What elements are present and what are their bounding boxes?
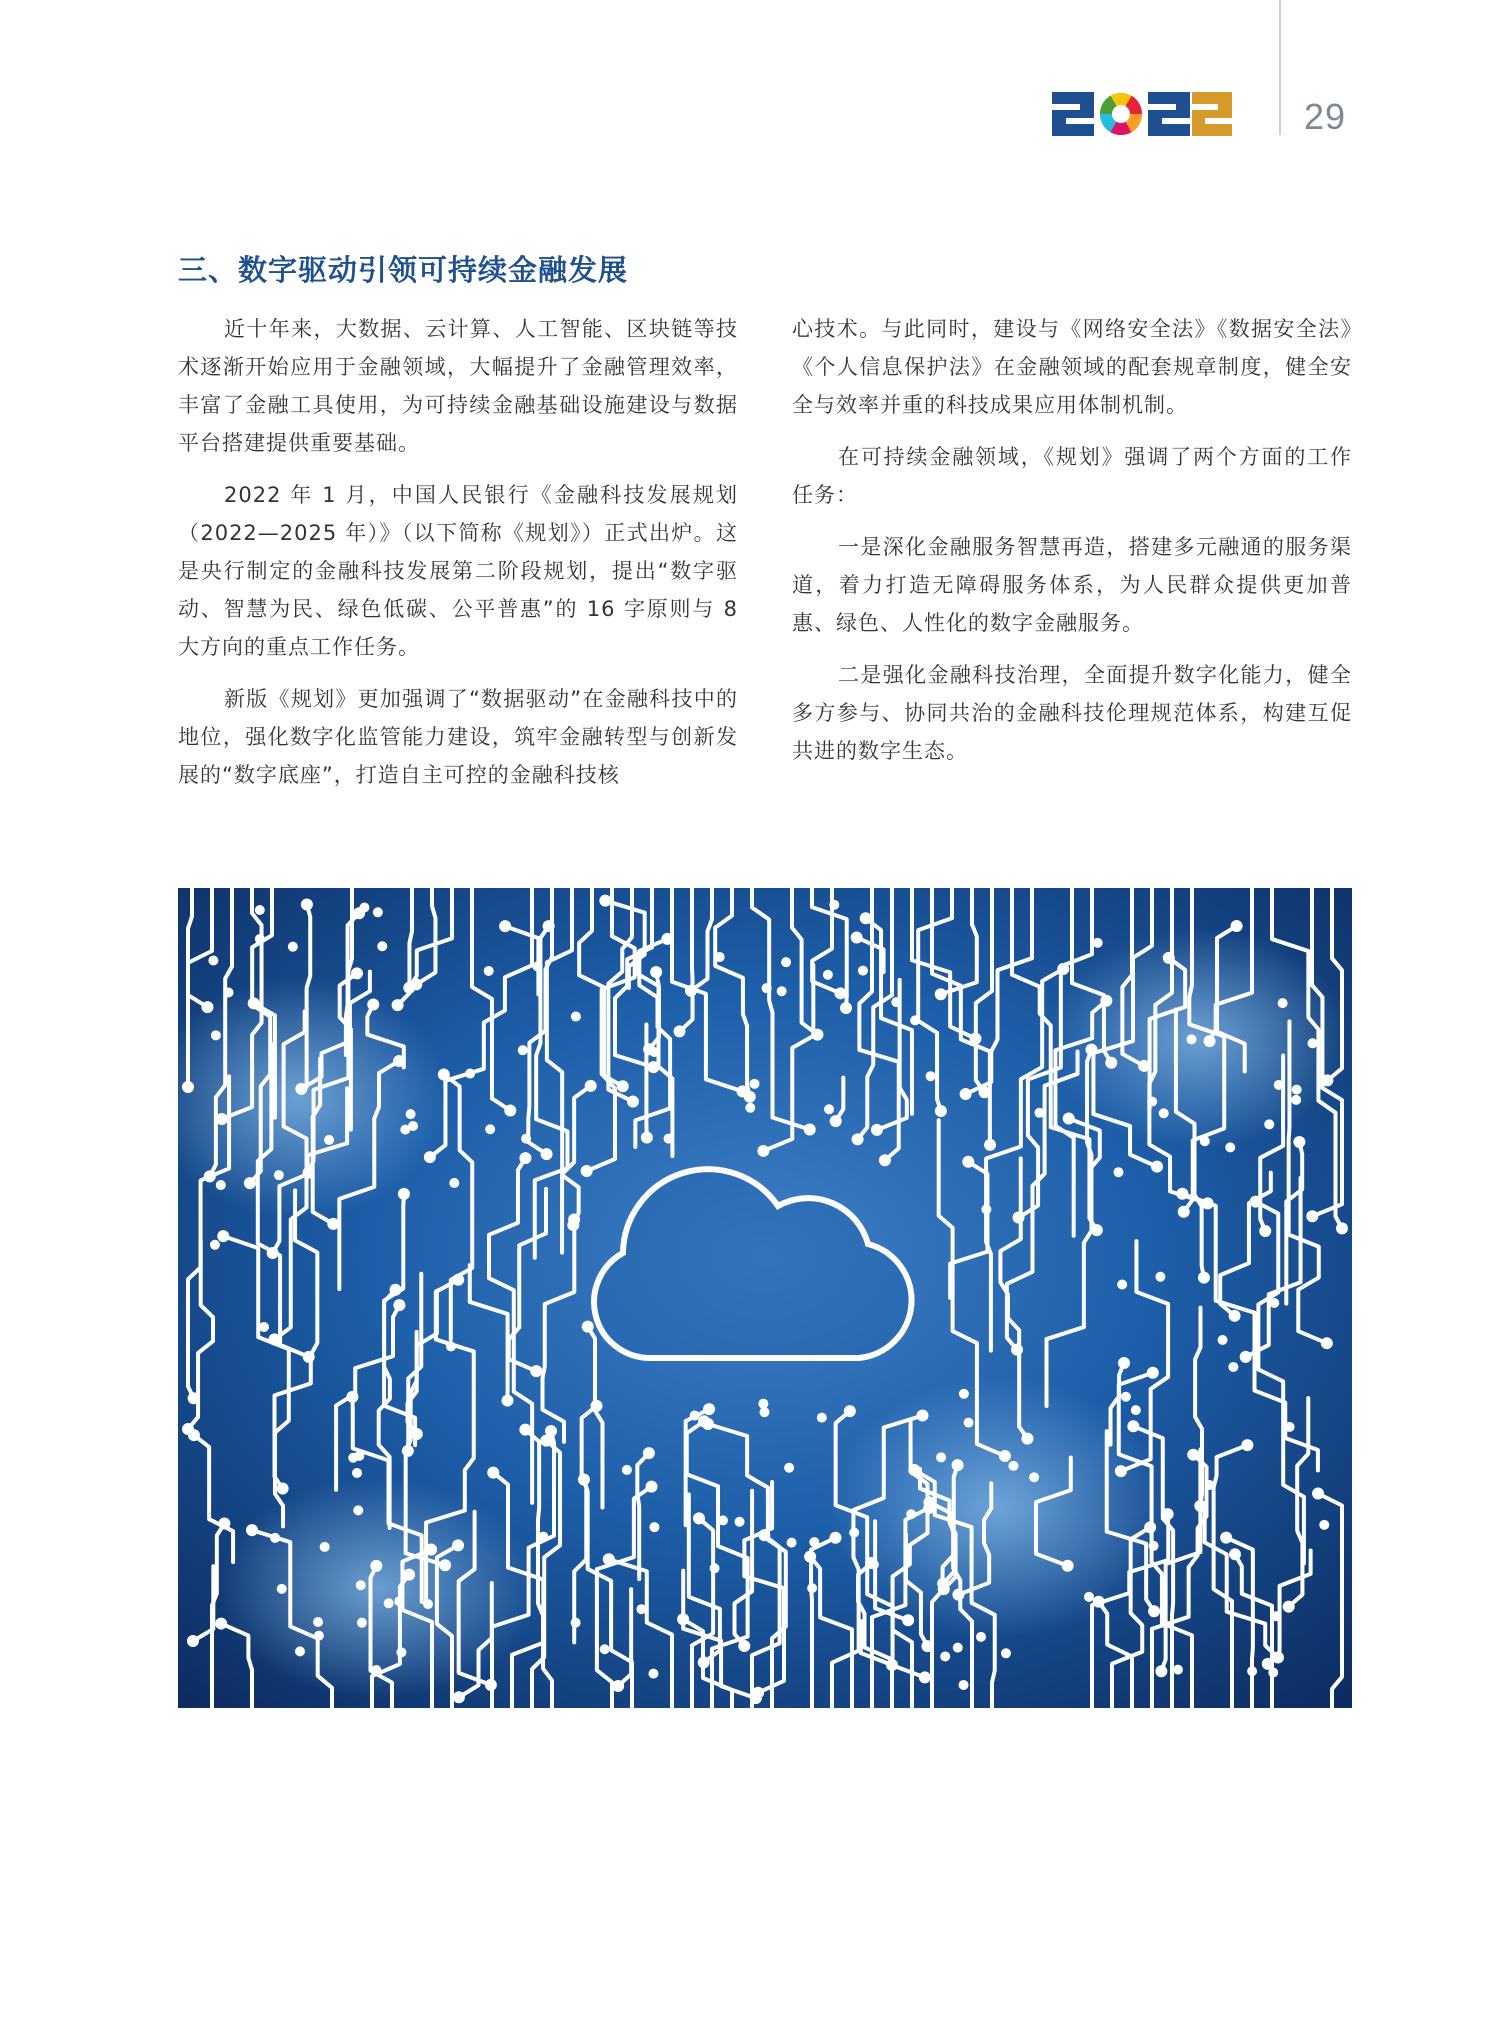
circuit-pad [218, 1517, 230, 1529]
circuit-pad [403, 1569, 415, 1581]
circuit-pad [1118, 1357, 1130, 1369]
circuit-pad [935, 988, 947, 1000]
circuit-pad [327, 1218, 339, 1230]
circuit-pad [446, 1341, 456, 1351]
circuit-pad [1274, 1080, 1284, 1090]
circuit-pad [1144, 1521, 1156, 1533]
circuit-pad [744, 1091, 756, 1103]
circuit-pad [370, 1560, 382, 1572]
circuit-pad [759, 1407, 769, 1417]
circuit-pad [367, 998, 379, 1010]
circuit-pad [749, 1079, 759, 1089]
paragraph: 近十年来，大数据、云计算、人工智能、区块链等技术逐渐开始应用于金融领域，大幅提升了金融管理效率，丰富了金融工具使用，为可持续金融基础设施建设与数据平台搭建提供重要基础。 [178, 317, 738, 455]
circuit-pad [612, 1680, 624, 1692]
circuit-pad [1292, 1085, 1302, 1095]
circuit-pad [371, 1665, 381, 1675]
circuit-pad [484, 966, 494, 976]
circuit-pad [224, 987, 234, 997]
circuit-pad [423, 1599, 433, 1609]
circuit-pad [352, 1468, 362, 1478]
circuit-pad [438, 1068, 450, 1080]
circuit-pad [599, 895, 611, 907]
circuit-board-illustration [178, 888, 1352, 1708]
circuit-pad [851, 931, 863, 943]
circuit-pad [208, 955, 218, 965]
circuit-pad [860, 912, 872, 924]
circuit-pad [674, 1025, 686, 1037]
circuit-pad [936, 1452, 946, 1462]
circuit-pad [182, 1081, 194, 1093]
circuit-pad [324, 1135, 334, 1145]
circuit-pad [919, 1671, 931, 1683]
circuit-pad [1013, 1212, 1025, 1224]
circuit-pad [581, 1165, 593, 1177]
circuit-pad [204, 1170, 216, 1182]
circuit-pad [1057, 963, 1069, 975]
logo-2022-icon [1052, 92, 1232, 136]
circuit-pad [591, 1400, 603, 1412]
circuit-pad [211, 1030, 221, 1040]
circuit-pad [543, 920, 555, 932]
circuit-pad [1008, 1461, 1018, 1471]
circuit-pad [735, 1517, 745, 1527]
circuit-pad [1121, 1392, 1131, 1402]
circuit-pad [1285, 1422, 1295, 1432]
circuit-pad [1319, 1520, 1329, 1530]
circuit-pad [425, 1544, 437, 1556]
circuit-pad [1250, 1196, 1262, 1208]
circuit-pad [1100, 995, 1112, 1007]
circuit-pad [718, 1515, 728, 1525]
circuit-pad [830, 1532, 842, 1544]
circuit-pad [648, 1669, 658, 1679]
circuit-pad [1155, 1665, 1167, 1677]
circuit-pad [356, 1580, 366, 1590]
circuit-pad [830, 1115, 842, 1127]
circuit-pad [758, 1529, 770, 1541]
circuit-pad [521, 1134, 531, 1144]
left-column [178, 310, 738, 800]
circuit-pad [777, 986, 787, 996]
circuit-pad [1159, 1108, 1169, 1118]
circuit-pad [485, 1124, 495, 1134]
circuit-pad [923, 1496, 935, 1508]
circuit-pad [353, 1505, 363, 1515]
circuit-pad [902, 1614, 914, 1626]
circuit-pad [758, 1399, 768, 1409]
circuit-pad [1336, 1222, 1348, 1234]
circuit-pad [1229, 1310, 1241, 1322]
circuit-pad [571, 1012, 581, 1022]
circuit-pad [879, 1154, 891, 1166]
circuit-pad [1259, 1225, 1271, 1237]
circuit-pad [1231, 920, 1243, 932]
circuit-pad [906, 1509, 916, 1519]
circuit-pad [187, 1635, 199, 1647]
circuit-pad [617, 1080, 629, 1092]
section-title: 三、数字驱动引领可持续金融发展 [178, 253, 629, 287]
circuit-pad [953, 1643, 963, 1653]
circuit-pad [268, 1333, 280, 1345]
circuit-pad [908, 1464, 920, 1476]
circuit-pad [578, 1473, 590, 1485]
circuit-pad [1229, 1548, 1241, 1560]
circuit-pad [216, 1180, 226, 1190]
circuit-pad [1198, 1272, 1210, 1284]
circuit-pad [693, 1512, 705, 1524]
circuit-pad [1241, 1439, 1253, 1451]
circuit-pad [530, 1365, 542, 1377]
circuit-pad [1105, 1057, 1117, 1069]
circuit-pad [649, 1522, 659, 1532]
circuit-pad [858, 966, 868, 976]
circuit-pad [600, 1644, 610, 1654]
circuit-pad [1306, 1210, 1318, 1222]
circuit-pad [1149, 1541, 1159, 1551]
paragraph: 2022 年 1 月，中国人民银行《金融科技发展规划（2022—2025 年）》（以下简称《规划》）正式出炉。这是央行制定的金融科技发展第二阶段规划，提出“数字驱动、智慧为民、绿色低碳、公平普惠”的 16 字原则与 8 大方向的重点工作任务。 [178, 483, 738, 659]
circuit-pad [1202, 1197, 1214, 1209]
circuit-pad [255, 905, 265, 915]
circuit-pad [1117, 1279, 1127, 1289]
paragraph: 新版《规划》更加强调了“数据驱动”在金融科技中的地位，强化数字化监管能力建设，筑牢金融转型与创新发展的“数字底座”，打造自主可控的金融科技核 [178, 687, 738, 787]
circuit-pad [852, 1133, 864, 1145]
circuit-pad [981, 1204, 991, 1214]
circuit-pad [1240, 1351, 1252, 1363]
circuit-pad [1001, 1648, 1011, 1658]
circuit-pad [702, 1418, 714, 1430]
circuit-pad [453, 1691, 465, 1703]
circuit-pad [373, 907, 383, 917]
circuit-pad [538, 1532, 548, 1542]
report-logo [1052, 92, 1232, 136]
circuit-pad [976, 1632, 986, 1642]
circuit-pad [752, 1687, 764, 1699]
circuit-pad [1151, 1161, 1163, 1173]
circuit-pad [1204, 1035, 1216, 1047]
circuit-pad [259, 1322, 269, 1332]
circuit-pad [501, 1395, 513, 1407]
circuit-pad [650, 966, 662, 978]
circuit-pad [1293, 1136, 1305, 1148]
circuit-pad [603, 1553, 615, 1565]
circuit-pad [1269, 1298, 1279, 1308]
circuit-pad [314, 1631, 324, 1641]
circuit-pad [834, 987, 846, 999]
circuit-pad [690, 1411, 700, 1421]
circuit-pad [685, 985, 697, 997]
circuit-pad [1138, 1060, 1150, 1072]
circuit-pad [1011, 1344, 1023, 1356]
circuit-pad [277, 1483, 289, 1495]
circuit-pad [817, 1413, 827, 1423]
circuit-pad [677, 1613, 689, 1625]
paragraph: 二是强化金融科技治理，全面提升数字化能力，健全多方参与、协同共治的金融科技伦理规范体系，构建互促共进的数字生态。 [792, 663, 1352, 763]
circuit-pad [532, 961, 542, 971]
circuit-pad [1268, 1667, 1278, 1677]
circuit-pad [359, 903, 369, 913]
circuit-pad [1093, 938, 1103, 948]
circuit-pad [1113, 1167, 1123, 1177]
circuit-pad [348, 1453, 358, 1463]
body-text [178, 310, 1352, 800]
circuit-pad [201, 1001, 213, 1013]
circuit-pad [485, 1679, 497, 1691]
circuit-pad [384, 1598, 394, 1608]
circuit-pad [710, 1563, 720, 1573]
circuit-pad [1176, 1188, 1188, 1200]
circuit-pad [1148, 1605, 1160, 1617]
circuit-pad [1084, 1592, 1094, 1602]
circuit-pad [738, 1640, 750, 1652]
circuit-pad [396, 1647, 406, 1657]
circuit-pad [811, 1029, 823, 1041]
circuit-pad [646, 1481, 658, 1493]
circuit-pad [392, 999, 404, 1011]
circuit-pad [357, 1618, 367, 1628]
circuit-pad [346, 1391, 358, 1403]
circuit-pad [439, 1559, 451, 1571]
circuit-pad [377, 941, 387, 951]
circuit-pad [487, 1467, 499, 1479]
circuit-pad [274, 1170, 284, 1180]
circuit-pad [804, 1124, 816, 1136]
circuit-pad [398, 1188, 410, 1200]
circuit-pad [959, 1680, 969, 1690]
circuit-pad [643, 1447, 655, 1459]
circuit-pad [1155, 1272, 1165, 1282]
circuit-pad [295, 1083, 307, 1095]
circuit-pad [999, 1450, 1011, 1462]
circuit-pad [824, 1104, 834, 1114]
circuit-pad [916, 1410, 928, 1422]
circuit-pad [402, 1445, 414, 1457]
circuit-pad [215, 1618, 227, 1630]
circuit-pad [935, 1105, 947, 1117]
circuit-pad [351, 967, 363, 979]
circuit-pad [1205, 1480, 1215, 1490]
circuit-pad [745, 1103, 755, 1113]
circuit-pad [641, 1132, 653, 1144]
circuit-pad [541, 1148, 553, 1160]
circuit-pad [952, 1589, 964, 1601]
circuit-pad [394, 1596, 404, 1606]
circuit-pad [1291, 1095, 1301, 1105]
circuit-pad [393, 1055, 405, 1067]
circuit-pad [823, 970, 833, 980]
circuit-pad [248, 997, 260, 1009]
page-number: 29 [1304, 96, 1347, 137]
circuit-pad [784, 1463, 794, 1473]
circuit-pad [320, 1542, 330, 1552]
circuit-pad [301, 899, 313, 911]
circuit-pad [849, 1528, 859, 1538]
circuit-pad [926, 1071, 936, 1081]
circuit-pad [664, 1134, 674, 1144]
circuit-pad [303, 1351, 315, 1363]
circuit-pad [1228, 1362, 1238, 1372]
circuit-pad [829, 900, 839, 910]
circuit-pad [1062, 1560, 1074, 1572]
circuit-pad [984, 1139, 996, 1151]
circuit-pad [1187, 1449, 1199, 1461]
circuit-pad [411, 1428, 423, 1440]
circuit-pad [1247, 1666, 1257, 1676]
circuit-pad [871, 1124, 883, 1136]
circuit-pad [452, 1274, 464, 1286]
circuit-pad [809, 1537, 819, 1547]
circuit-pad [408, 1121, 418, 1131]
circuit-pad [1178, 1206, 1190, 1218]
circuit-pad [582, 1321, 594, 1333]
circuit-pad [390, 1284, 402, 1296]
circuit-pad [1147, 1097, 1157, 1107]
circuit-pad [781, 957, 791, 967]
circuit-pad [891, 997, 901, 1007]
circuit-pad [518, 1045, 528, 1055]
circuit-pad [960, 1088, 972, 1100]
circuit-pad [1147, 1367, 1159, 1379]
circuit-pad [1283, 1601, 1295, 1613]
circuit-pad [571, 1618, 581, 1628]
circuit-pad [313, 1617, 323, 1627]
circuit-pad [910, 1015, 920, 1025]
circuit-pad [962, 1156, 974, 1168]
circuit-pad [295, 1646, 305, 1656]
paragraph: 一是深化金融服务智慧再造，搭建多元融通的服务渠道，着力打造无障碍服务体系，为人民群众提供更加普惠、绿色、人性化的数字金融服务。 [792, 535, 1352, 635]
circuit-pad [303, 1167, 315, 1179]
circuit-pad [964, 1418, 974, 1428]
circuit-pad [636, 1604, 646, 1614]
circuit-pad [1272, 1651, 1284, 1663]
circuit-pad [217, 1230, 229, 1242]
circuit-pad [959, 1389, 969, 1399]
circuit-pad [698, 1656, 710, 1668]
circuit-pad [244, 1177, 256, 1189]
circuit-pad [757, 1145, 769, 1157]
circuit-pad [1093, 1596, 1105, 1608]
circuit-pad [1127, 1420, 1139, 1432]
circuit-pad [807, 1583, 817, 1593]
circuit-pad [1021, 1433, 1033, 1445]
circuit-pad [277, 1584, 287, 1594]
circuit-pad [940, 1651, 950, 1661]
circuit-pad [979, 1086, 991, 1098]
circuit-pad [703, 1403, 715, 1415]
circuit-pad [267, 1247, 279, 1259]
circuit-pad [627, 1096, 639, 1108]
circuit-pad [585, 1080, 597, 1092]
circuit-pad [804, 1551, 816, 1563]
circuit-pad [787, 1538, 797, 1548]
paragraph: 心技术。与此同时，建设与《网络安全法》《数据安全法》《个人信息保护法》在金融领域的配套规章制度，健全安全与效率并重的科技成果应用体制机制。 [792, 317, 1352, 417]
circuit-pad [844, 1405, 856, 1417]
circuit-pad [1163, 952, 1175, 964]
circuit-pad [393, 1299, 405, 1311]
circuit-pad [1278, 998, 1288, 1008]
circuit-pad [622, 1465, 632, 1475]
circuit-pad [1162, 1508, 1174, 1520]
circuit-pad [465, 1069, 475, 1079]
circuit-pad [1173, 1665, 1183, 1675]
circuit-pad [661, 933, 673, 945]
circuit-pad [403, 982, 415, 994]
circuit-pad [1029, 1472, 1039, 1482]
circuit-pad [1085, 1044, 1097, 1056]
circuit-pad [1220, 1532, 1232, 1544]
circuit-pad [715, 952, 725, 962]
circuit-pad [1115, 1465, 1127, 1477]
circuit-pad [519, 1152, 531, 1164]
header-divider [1279, 0, 1281, 135]
circuit-pad [210, 1240, 220, 1250]
circuit-pad [499, 920, 511, 932]
circuit-pad [188, 1429, 200, 1441]
right-column [792, 310, 1352, 800]
circuit-pad [568, 1214, 580, 1226]
circuit-pad [519, 1424, 531, 1436]
circuit-pad [938, 1583, 950, 1595]
circuit-pad [270, 1533, 280, 1543]
circuit-pad [840, 1002, 852, 1014]
circuit-pad [921, 1640, 933, 1652]
circuit-pad [1264, 1119, 1274, 1129]
circuit-pad [255, 934, 265, 944]
circuit-pad [406, 1109, 416, 1119]
circuit-pad [424, 1151, 436, 1163]
circuit-pad [1200, 1136, 1210, 1146]
circuit-pad [1271, 1611, 1281, 1621]
circuit-pad [1225, 1142, 1235, 1152]
circuit-pad [1091, 1224, 1103, 1236]
circuit-pad [540, 1435, 552, 1447]
circuit-pad [1321, 1074, 1333, 1086]
circuit-pad [1034, 1108, 1044, 1118]
circuit-board-image [178, 888, 1352, 1708]
circuit-pad [504, 1104, 516, 1116]
circuit-pad [886, 1659, 898, 1671]
circuit-pad [1321, 1337, 1333, 1349]
circuit-pad [649, 1047, 659, 1057]
circuit-pad [969, 1033, 981, 1045]
circuit-pad [188, 1392, 200, 1404]
paragraph: 在可持续金融领域，《规划》强调了两个方面的工作任务： [792, 445, 1352, 507]
circuit-pad [647, 1061, 659, 1073]
circuit-pad [762, 983, 772, 993]
circuit-pad [1308, 1038, 1318, 1048]
circuit-pad [246, 1524, 258, 1536]
circuit-pad [1131, 1405, 1141, 1415]
circuit-pad [449, 1178, 459, 1188]
circuit-pad [1063, 1113, 1075, 1125]
circuit-pad [869, 1560, 879, 1570]
circuit-pad [216, 1113, 228, 1125]
circuit-pad [1186, 1034, 1196, 1044]
circuit-pad [1194, 1500, 1206, 1512]
circuit-pad [1312, 1488, 1324, 1500]
circuit-pad [288, 942, 298, 952]
circuit-pad [452, 1539, 464, 1551]
circuit-pad [952, 1459, 964, 1471]
circuit-pad [1218, 1335, 1228, 1345]
